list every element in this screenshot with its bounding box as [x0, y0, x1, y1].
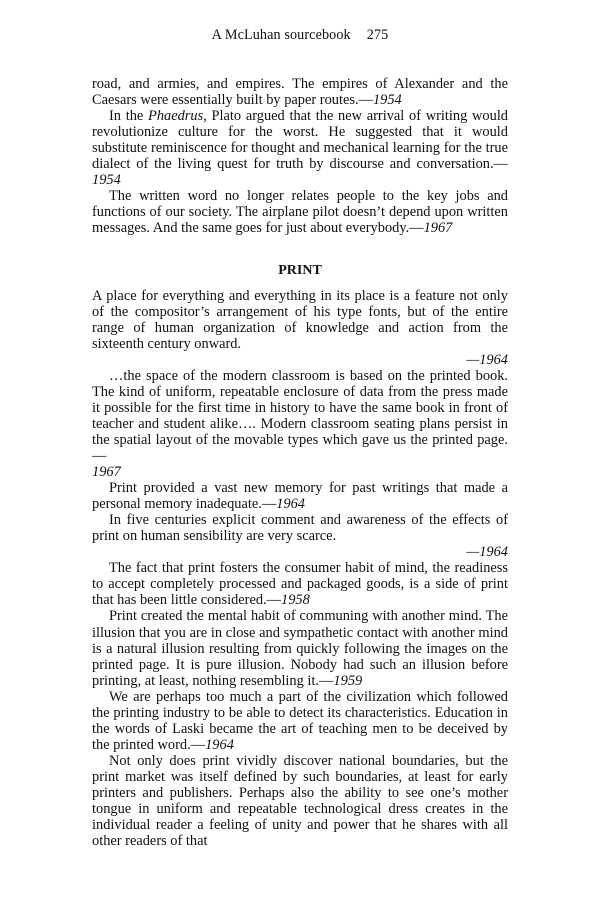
paragraph: We are perhaps too much a part of the civilization which followed the printing industry to be able to detect its characteristics. Education in the words of Laski became the art of teaching men to be deceived by the printed word.—1964	[92, 688, 508, 753]
paragraph-text: A place for everything and everything in its place is a feature not only of the compositor’s arrangement of his type fonts, but of the entire range of human organization of knowledge and action from the sixteenth century onward.	[92, 287, 508, 352]
year-value: 1964	[479, 544, 508, 561]
paragraph	[92, 753, 508, 849]
year: —1964	[466, 544, 508, 561]
paragraph-text: In five centuries explicit comment and awareness of the effects of print on human sensibility are very scarce.	[92, 512, 508, 545]
paragraph: Print created the mental habit of communing with another mind. The illusion that you are in close and sympathetic contact with another mind is a natural illusion resulting from quickly following the images on the printed page. It is pure illusion. Nobody had such an illusion before printing, at least, nothing resembling it.—1959	[92, 608, 508, 689]
paragraph	[92, 512, 508, 544]
year: 1967	[92, 464, 121, 481]
paragraph	[92, 288, 508, 352]
year-value: 1964	[479, 351, 508, 368]
year: 1967	[423, 220, 453, 237]
year: 1954	[372, 92, 402, 109]
paragraph: In the Phaedrus, Plato argued that the new arrival of writing would revolutionize culture for the worst. He suggested that it would substitute reminiscence for thought and mechanical learning for the true dialect of the living quest for truth by discourse and conversation.—1954	[92, 108, 509, 189]
paragraph-text: We are perhaps too much a part of the civilization which followed the printing industry to be able to detect its characteristics. Education in the words of Laski became the art of teaching men to be deceived by the printed word.	[92, 688, 508, 753]
paragraph-text: The fact that print fosters the consumer habit of mind, the readiness to accept completely processed and packaged goods, is a side of print that has been little considered.	[92, 560, 508, 609]
paragraph: road, and armies, and empires. The empires of Alexander and the Caesars were essentially built by paper routes.—1954	[92, 76, 508, 109]
paragraph-text: Not only does print vividly discover national boundaries, but the print market was itself defined by such boundaries, at least for early printers and publishers. Perhaps also the ability to see one’s mother tongue in uniform and repeatable technological dress creates in the individual reader a feeling of unity and power that he shares with all other readers of that	[92, 752, 508, 850]
paragraph: The written word no longer relates people to the key jobs and functions of our society. The airplane pilot doesn’t depend upon written messages. And the same goes for just about everybody.—1967	[92, 188, 508, 237]
year: 1964	[205, 736, 234, 753]
book-title: A McLuhan sourcebook	[211, 27, 351, 43]
paragraph-text: road, and armies, and empires. The empires of Alexander and the Caesars were essentially built by paper routes.	[92, 76, 508, 109]
paragraph: The fact that print fosters the consumer habit of mind, the readiness to accept completely processed and packaged goods, is a side of print that has been little considered.—1958	[92, 560, 508, 609]
paragraph: …the space of the modern classroom is based on the printed book. The kind of uniform, repeatable enclosure of data from the press made it possible for the first time in history to have the same book in front of teacher and student alike…. Modern classroom seating plans persist in the spatial layout of the movable types which gave us the printed page.— 1967	[92, 367, 508, 481]
page-body	[92, 76, 508, 849]
page-number: 275	[366, 27, 389, 43]
year: —1964	[466, 351, 508, 368]
running-header	[0, 27, 600, 44]
paragraph-text: In the	[109, 108, 149, 125]
year: 1958	[281, 592, 310, 609]
paragraph-text: Print created the mental habit of communing with another mind. The illusion that you are in close and sympathetic contact with another mind is a natural illusion resulting from quickly following the images on the printed page. It is pure illusion. Nobody had such an illusion before printing, at least, nothing resembling it.	[92, 608, 508, 689]
year: 1954	[92, 172, 121, 189]
paragraph-text: Plato argued that the new arrival of writing would revolutionize culture for the worst. He suggested that it would substitute reminiscence for thought and mechanical learning for the true dialect of the living quest for truth by discourse and conversation.	[92, 108, 509, 173]
work-title: Phaedrus,	[148, 108, 207, 125]
section-heading: PRINT	[278, 263, 322, 279]
paragraph: Print provided a vast new memory for past writings that made a personal memory inadequate.—1964	[92, 480, 508, 513]
paragraph-text: …the space of the modern classroom is based on the printed book. The kind of uniform, repeatable enclosure of data from the press made it possible for the first time in history to have the same book in front of teacher and student alike…. Modern classroom seating plans persist in the spatial layout of the movable types which gave us the printed page.	[92, 367, 508, 448]
paragraph-text: Print provided a vast new memory for past writings that made a personal memory inadequate.	[92, 480, 508, 513]
year: 1964	[276, 496, 305, 513]
paragraph-text: The written word no longer relates people to the key jobs and functions of our society. The airplane pilot doesn’t depend upon written messages. And the same goes for just about everybody.	[92, 188, 508, 237]
year: 1959	[333, 672, 363, 689]
